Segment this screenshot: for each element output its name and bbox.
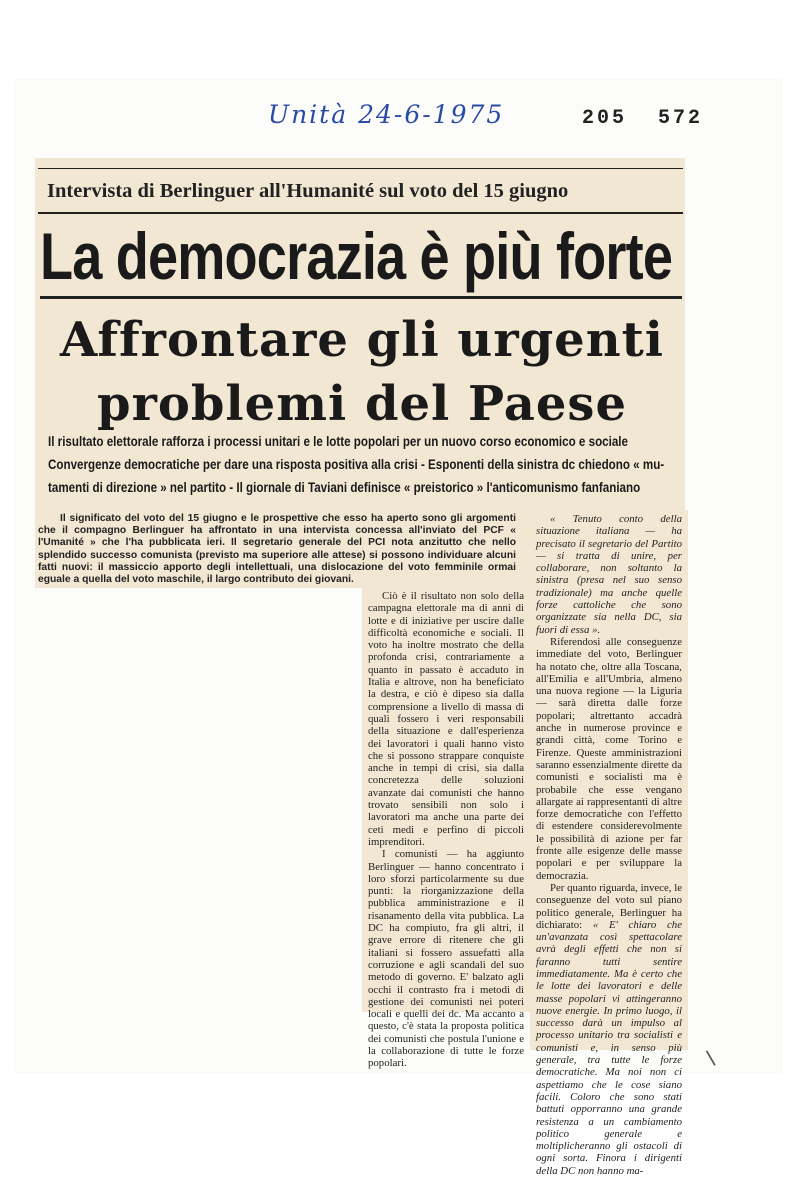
- column-3-paragraph-1: [536, 513, 682, 636]
- rule-under-headline: [40, 296, 682, 299]
- rule-under-kicker: [38, 212, 683, 214]
- lead-paragraph: Il significato del voto del 15 giugno e le prospettive che esso ha aperto sono gli argomenti che il compagno Berlinguer ha affrontato in una intervista concessa all'inviato del PCF « l'Umanité » che l'ha pubblicata ieri. Il segretario generale del PCI nota anzitutto che nello splendido successo comunista (previsto ma superiore alle attese) si possono individuare alcuni fatti nuovi: il massiccio apporto degli intellettuali, una dislocazione del voto femminile ormai eguale a quella del voto maschile, il largo contributo dei giovani.: [38, 513, 516, 586]
- archive-stamp-number-2: 572: [658, 107, 704, 130]
- deck-line-2: Convergenze democratiche per dare una risposta positiva alla crisi - Esponenti della sinistra dc chiedono « mu-: [48, 457, 665, 472]
- subhead-line-2: problemi del Paese: [97, 376, 627, 432]
- article-column-2: [368, 590, 524, 1070]
- subhead-line-1: Affrontare gli urgenti: [59, 312, 665, 368]
- column-3-quote-2: « E' chiaro che un'avanzata così spettacolare avrà degli effetti che non si faranno tutti sentire immediatamente. Ma è certo che le lotte dei lavoratori e delle masse popolari vi attingeranno nuove energie. In primo luogo, il successo darà un impulso al processo unitario tra socialisti e comunisti e, in senso più generale, tra tutte le forze democratiche. Ma noi non ci aspettiamo che le cose siano facili. Coloro che sono stati battuti opporranno una grande resistenza a un cambiamento politico generale e moltiplicheranno gli ostacoli di ogni sorta. Finora i dirigenti della DC non hanno ma-: [536, 918, 682, 1177]
- rule-top: [38, 168, 683, 169]
- handwritten-date: Unità 24-6-1975: [268, 100, 505, 129]
- column-3-quote-1: « Tenuto conto della situazione italiana — ha precisato il segretario del Partito — si tratta di unire, per collaborare, non soltanto la sinistra (presa nel suo senso tradizionale) ma anche quelle forze cattoliche che sono organizzate sia nella DC, sia fuori di essa ».: [536, 513, 682, 636]
- column-3-intro: Per quanto riguarda, invece, le conseguenze del voto sul piano politico generale, Berlinguer ha dichiarato:: [536, 881, 682, 931]
- article-column-3: [536, 513, 682, 1177]
- column-2-paragraph-2: I comunisti — ha aggiunto Berlinguer — hanno concentrato i loro sforzi particolarmente su due punti: la riorganizzazione della pubblica amministrazione e il risanamento della vita pubblica. La DC ha compiuto, fra gli altri, il grave errore di ritenere che gli italiani si fossero assuefatti alla corruzione e agli scandali del suo metodo di governo. E' balzato agli occhi il contrasto fra i metodi di gestione dei comunisti nei poteri locali e quelli dei dc. Ma accanto a questo, c'è stata la proposta politica dei comunisti che postula l'unione e la collaborazione di tutte le forze popolari.: [368, 848, 524, 1070]
- kicker: Intervista di Berlinguer all'Humanité sul voto del 15 giugno: [47, 180, 569, 202]
- column-3-paragraph-2: Riferendosi alle conseguenze immediate del voto, Berlinguer ha notato che, oltre alla Toscana, all'Emilia e all'Umbria, almeno una nuova regione — la Liguria — sarà diretta dalle forze popolari; altrettanto accadrà anche in numerose province e grandi città, come Torino e Firenze. Queste amministrazioni saranno essenzialmente dirette da comunisti e socialisti ma è probabile che esse vengano allargate ai rappresentanti di altre forze democratiche con l'effetto di estendere considerevolmente le possibilità di azione per far fronte alle esigenze delle masse popolari e per sviluppare la democrazia.: [536, 635, 682, 882]
- column-3-paragraph-3: [536, 882, 682, 1177]
- column-2-paragraph-1: Ciò è il risultato non solo della campagna elettorale ma di anni di lotte e di iniziative per uscire dalle difficoltà economiche e sociali. Il voto ha inoltre mostrato che della profonda crisi, contrariamente a quanto in passato è accaduto in Italia e altrove, non ha beneficiato la destra, e ciò è dipeso sia dalla comprensione a livello di massa di quali fossero i veri responsabili della situazione e dall'esperienza dei lavoratori i quali hanno visto che si possono strappare conquiste anche in tempi di crisi, sia dalla concretezza delle soluzioni avanzate dai comunisti che hanno trovato sensibili non solo i lavoratori ma anche una parte dei ceti medi e perfino di piccoli imprenditori.: [368, 590, 524, 848]
- deck-line-3: tamenti di direzione » nel partito - Il giornale di Taviani definisce « preistorico » l'anticomunismo fanfaniano: [48, 480, 641, 495]
- deck-line-1: Il risultato elettorale rafforza i processi unitari e le lotte popolari per un nuovo corso economico e sociale: [48, 434, 629, 449]
- pencil-mark: \: [704, 1045, 718, 1072]
- archive-stamp-number: 205: [582, 107, 628, 130]
- headline: La democrazia è più forte: [40, 219, 673, 293]
